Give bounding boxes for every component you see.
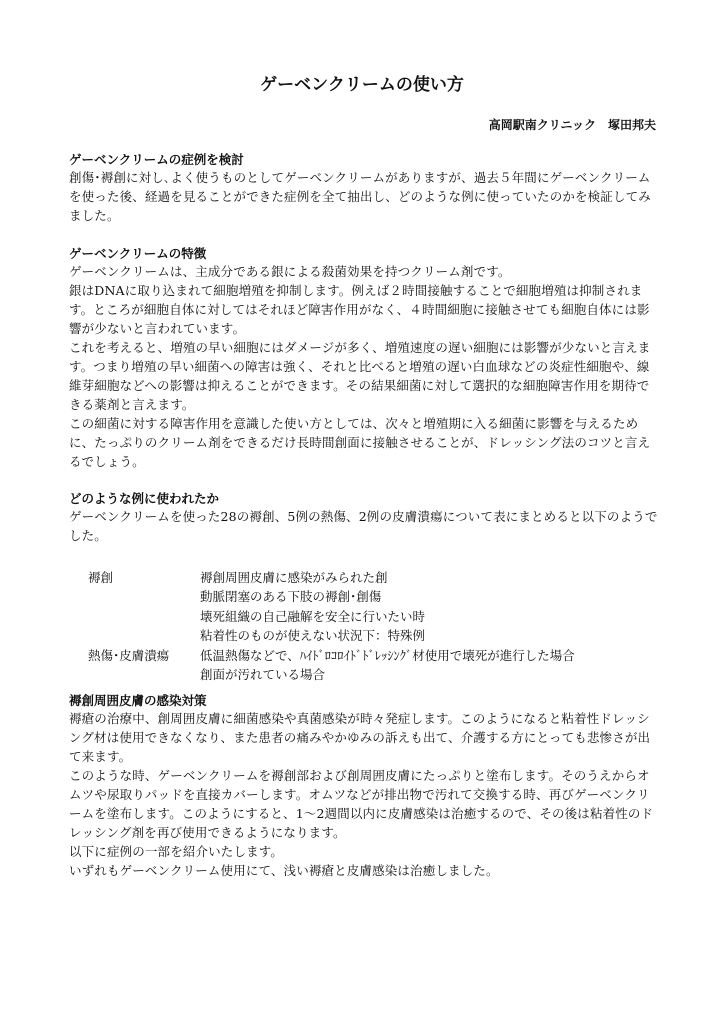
table-category: 褥創 (88, 570, 114, 585)
section-heading-features: ゲーベンクリームの特徴 (69, 246, 207, 261)
table-item: 褥創周囲皮膚に感染がみられた創 (200, 570, 388, 585)
section-body-cases (69, 168, 659, 225)
table-row (88, 665, 575, 684)
author-line: 高岡駅南クリニック 塚田邦夫 (488, 118, 656, 132)
table-category (88, 587, 200, 606)
table-category (88, 607, 200, 626)
section-heading-infection: 褥創周囲皮膚の感染対策 (69, 693, 207, 708)
paragraph: 銀はDNAに取り込まれて細胞増殖を抑制します。例えば２時間接触することで細胞増殖は抑制されます。ところが細胞自体に対してはそれほど障害作用がなく、４時間細胞に接触させても細胞自体には影響が少ないと言われています。 (69, 283, 650, 336)
page-title: ゲーベンクリームの使い方 (260, 75, 464, 95)
paragraph: 褥瘡の治療中、創周囲皮膚に細菌感染や真菌感染が時々発症します。このようになると粘着性ドレッシング材は使用できなくなり、また患者の痛みやかゆみの訴えも出て、介護する方にとっても悲惨さが出て来ます。 (69, 711, 651, 764)
paragraph: 創傷･褥創に対し､よく使うものとしてゲーベンクリームがありますが、過去５年間にゲーベンクリームを使った後、経過を見ることができた症例を全て抽出し、どのような例に使っていたのかを検証してみました。 (69, 170, 651, 223)
table-item: 創面が汚れている場合 (200, 667, 326, 683)
table-row (88, 587, 575, 606)
table-category (88, 626, 200, 645)
section-body-usage (69, 507, 659, 545)
table-row (88, 646, 575, 665)
table-row (88, 607, 575, 626)
table-item: 粘着性のものが使えない状況下：特殊例 (200, 628, 426, 644)
paragraph: いずれもゲーベンクリーム使用にて、浅い褥瘡と皮膚感染は治癒しました。 (69, 863, 499, 878)
table-row (88, 568, 575, 587)
section-body-infection (69, 709, 659, 880)
paragraph: ゲーベンクリームを使った28の褥創、5例の熱傷、2例の皮膚潰瘍について表にまとめると以下のようでした。 (69, 509, 658, 543)
table-item: 動脈閉塞のある下肢の褥創･創傷 (200, 589, 382, 605)
section-heading-usage: どのような例に使われたか (69, 491, 220, 506)
paragraph: ゲーベンクリームは、主成分である銀による殺菌効果を持つクリーム剤です。 (69, 264, 511, 279)
section-heading-cases: ゲーベンクリームの症例を検討 (69, 152, 244, 167)
table-item: 低温熱傷などで、ﾊｲﾄﾞﾛｺﾛｲﾄﾞﾄﾞﾚｯｼﾝｸﾞ材使用で壊死が進行した場合 (200, 647, 575, 663)
paragraph: 以下に症例の一部を紹介いたします。 (69, 844, 284, 859)
paragraph: このような時、ゲーベンクリームを褥創部および創周囲皮膚にたっぷりと塗布します。そのうえからオムツや尿取りパッドを直接カバーします。オムツなどが排出物で汚れて交換する時、再びゲーベンクリームを塗布します。このようにすると、1〜2週間以内に皮膚感染は治癒するので、その後は粘着性のドレッシング剤を再び使用できるようになります。 (69, 768, 654, 840)
usage-table (88, 568, 575, 684)
paragraph: この細菌に対する障害作用を意識した使い方としては、次々と増殖期に入る細菌に影響を与えるために、たっぷりのクリーム剤をできるだけ長時間創面に接触させることが、ドレッシング法のコツと言えるでしょう。 (69, 416, 651, 469)
table-category (88, 665, 200, 684)
table-row (88, 626, 575, 645)
table-item: 壊死組織の自己融解を安全に行いたい時 (200, 608, 426, 624)
paragraph: これを考えると、増殖の早い細胞にはダメージが多く、増殖速度の遅い細胞には影響が少ないと言えます。つまり増殖の早い細菌への障害は強く、それと比べると増殖の遅い白血球などの炎症性細胞や、線維芽細胞などへの影響は抑えることができます。その結果細菌に対して選択的な細胞障害作用を期待できる薬剤と言えます。 (69, 340, 651, 412)
section-body-features (69, 262, 659, 471)
table-category: 熱傷･皮膚潰瘍 (88, 647, 170, 663)
